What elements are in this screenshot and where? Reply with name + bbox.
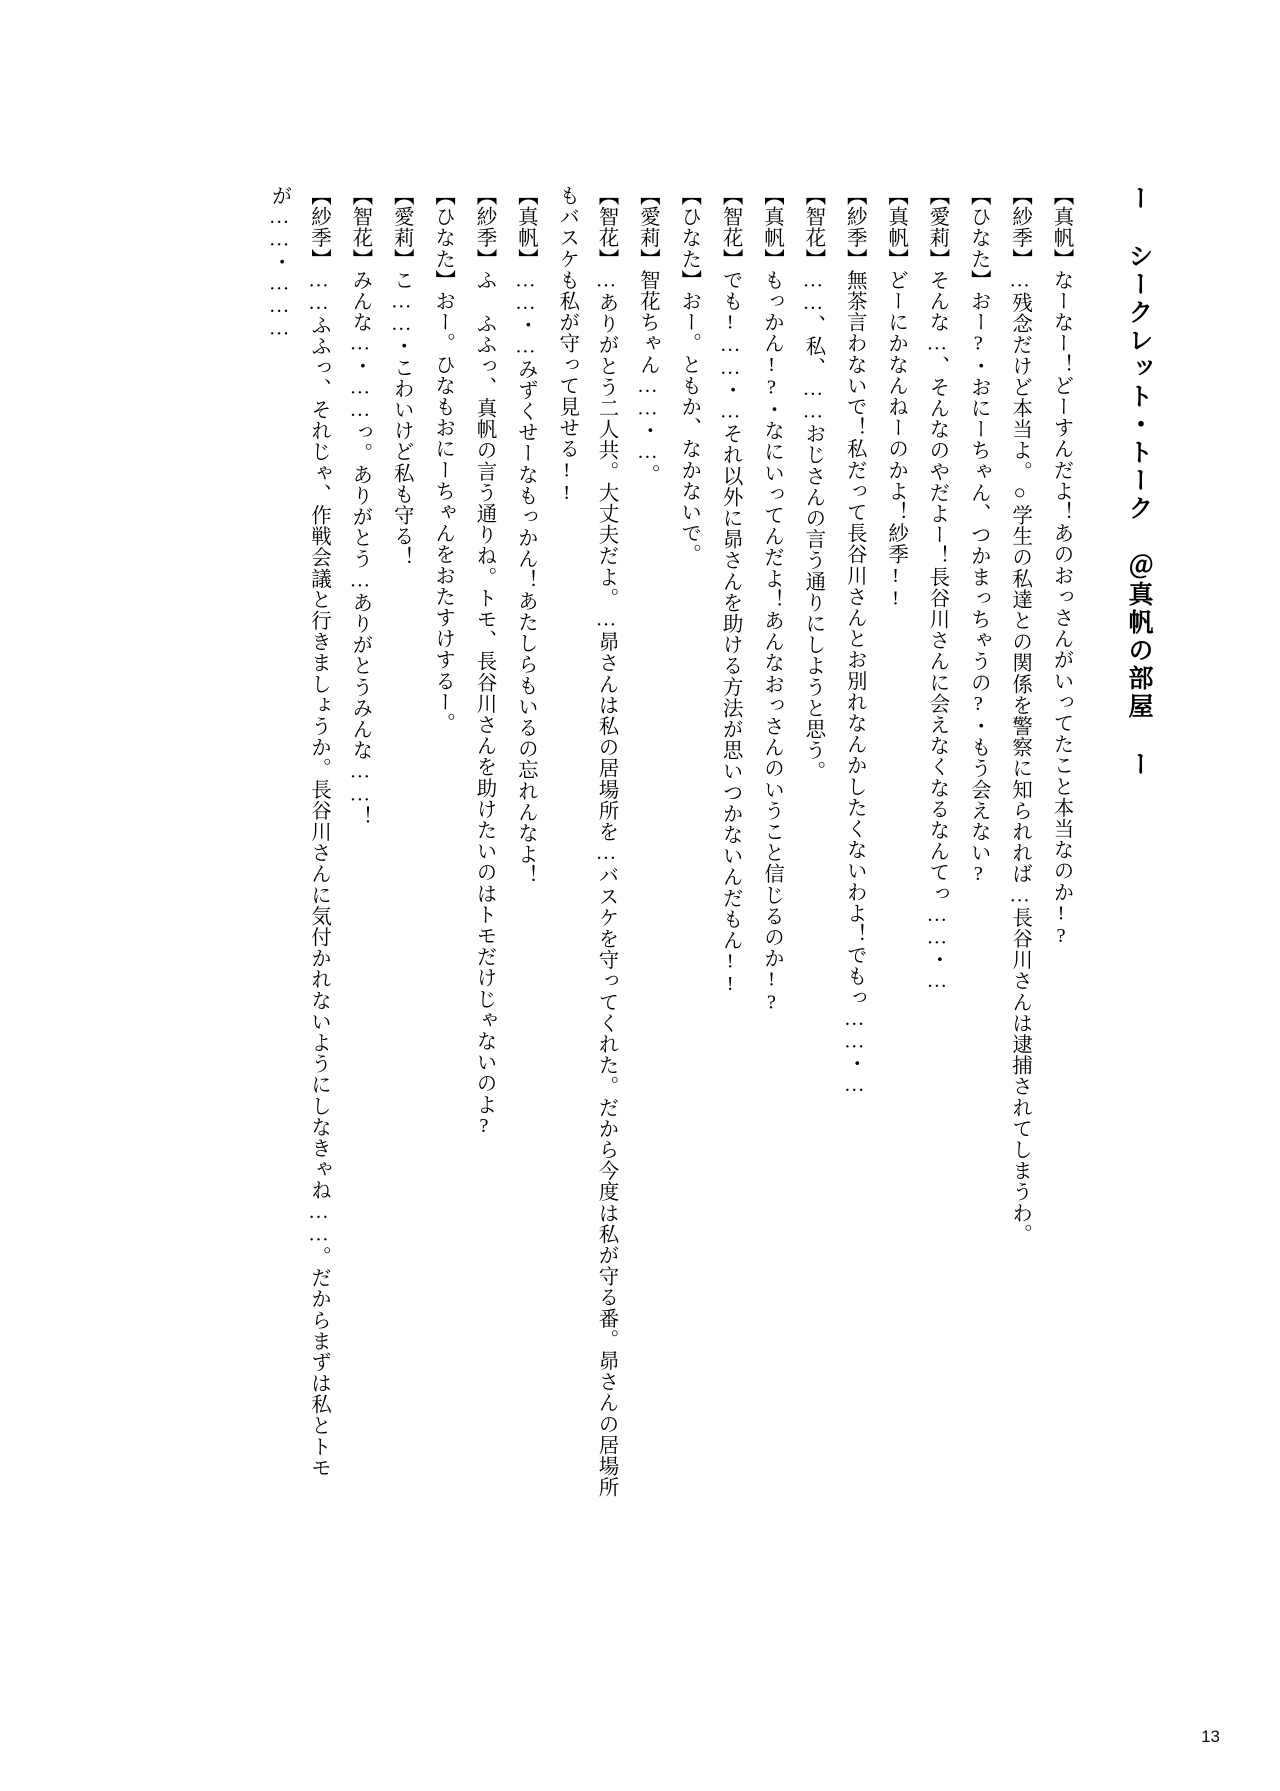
secret-talk-block: [162, 185, 1162, 1505]
speaker-label: 【愛莉】: [390, 185, 413, 270]
page-number: 13: [1201, 1727, 1220, 1746]
speaker-label: 【愛莉】: [925, 185, 948, 270]
speaker-label: 【ひなた】: [967, 185, 990, 291]
dialogue-line: [505, 185, 544, 1505]
dialogue-text: ……ふふっ、それじゃ、作戦会議と行きましょうか。長谷川さんに気付かれないようにしなきゃね……。だからまずは私とトモが……･………: [268, 185, 330, 1479]
dialogue-text: …ありがとう二人共。大丈夫だよ。…昴さんは私の居場所を…バスケを守ってくれた。だから今度は私が守る番。昴さんの居場所もバスケも私が守って見せる!!: [555, 185, 618, 1498]
dialogue-line: [668, 185, 707, 1505]
dialogue-line: [999, 185, 1038, 1505]
dialogue-line: [546, 185, 625, 1505]
speaker-label: 【真帆】: [1050, 185, 1072, 270]
speaker-label: 【智花】: [719, 185, 742, 270]
dialogue-line: [340, 185, 379, 1505]
dialogue-text: こ……･こわいけど私も守る！: [390, 269, 413, 568]
speaker-label: 【真帆】: [884, 185, 907, 270]
speaker-label: 【紗季】: [1008, 185, 1031, 270]
dialogue-line: [792, 185, 831, 1505]
speaker-label: 【智花】: [801, 185, 824, 270]
dialogue-text: どーにかなんねーのかよ！紗季!!: [884, 269, 907, 611]
speaker-label: 【紗季】: [472, 185, 495, 270]
speaker-label: 【智花】: [348, 185, 371, 270]
speaker-label: 【ひなた】: [431, 185, 454, 291]
dialogue-text: おー。ともか、なかないで。: [677, 290, 700, 565]
speaker-label: 【紗季】: [843, 185, 866, 270]
dialogue-line: [422, 185, 461, 1505]
dialogue-line: [710, 185, 749, 1505]
dialogue-text: でも!……･…それ以外に昴さんを助ける方法が思いつかないんだもん!!: [719, 269, 742, 996]
dialogue-line: [1041, 185, 1080, 1505]
dialogue-text: そんな…、そんなのやだよー！長谷川さんに会えなくなるなんてっ……･…: [925, 269, 948, 993]
section-title: ー シークレット・トーク ＠真帆の部屋 ー: [1125, 185, 1152, 779]
dialogue-line: [875, 185, 914, 1505]
speaker-label: 【智花】: [595, 185, 618, 270]
dialogue-line: [627, 185, 666, 1505]
dialogue-text: ふ ふふっ、真帆の言う通りね。トモ、長谷川さんを助けたいのはトモだけじゃないのよ?: [472, 269, 495, 1138]
dialogue-text: 智花ちゃん……･…。: [636, 269, 659, 485]
dialogue-text: …残念だけど本当よ。○学生の私達との関係を警察に知られれば…長谷川さんは逮捕されてしまうわ。: [1008, 269, 1031, 1245]
dialogue-line: [834, 185, 873, 1505]
speaker-label: 【ひなた】: [677, 185, 700, 291]
dialogue-text: おー?･おにーちゃん、つかまっちゃうの?･もう会えない?: [967, 290, 990, 886]
dialogue-text: 無茶言わないで！私だって長谷川さんとお別れなんかしたくないわよ！でもっ……･…: [843, 269, 866, 1097]
speaker-label: 【紗季】: [307, 185, 330, 270]
dialogue-line: [259, 185, 338, 1505]
speaker-label: 【真帆】: [760, 185, 783, 270]
dialogue-text: ……、私、……おじさんの言う通りにしようと思う。: [801, 269, 824, 782]
dialogue-line: [751, 185, 790, 1505]
dialogue-text: おー。ひなもおにーちゃんをおたすけするー。: [431, 290, 454, 734]
dialogue-text: みんな…･……っ。ありがとう…ありがとうみんな……！: [348, 269, 371, 828]
speaker-label: 【真帆】: [514, 185, 537, 270]
dialogue-text: もっかん!?･なにいってんだよ！あんなおっさんのいうこと信じるのか!?: [760, 269, 783, 1014]
dialogue-text: ……･…みずくせーなもっかん！あたしらもいるの忘れんなよ！: [514, 269, 537, 886]
dialogue-line: [958, 185, 997, 1505]
dialogue-line: [464, 185, 503, 1505]
dialogue-line: [917, 185, 956, 1505]
speaker-label: 【愛莉】: [636, 185, 659, 270]
dialogue-text: なーなー！どーすんだよ！あのおっさんがいってたこと本当なのか!?: [1050, 269, 1072, 948]
dialogue-line: [381, 185, 420, 1505]
